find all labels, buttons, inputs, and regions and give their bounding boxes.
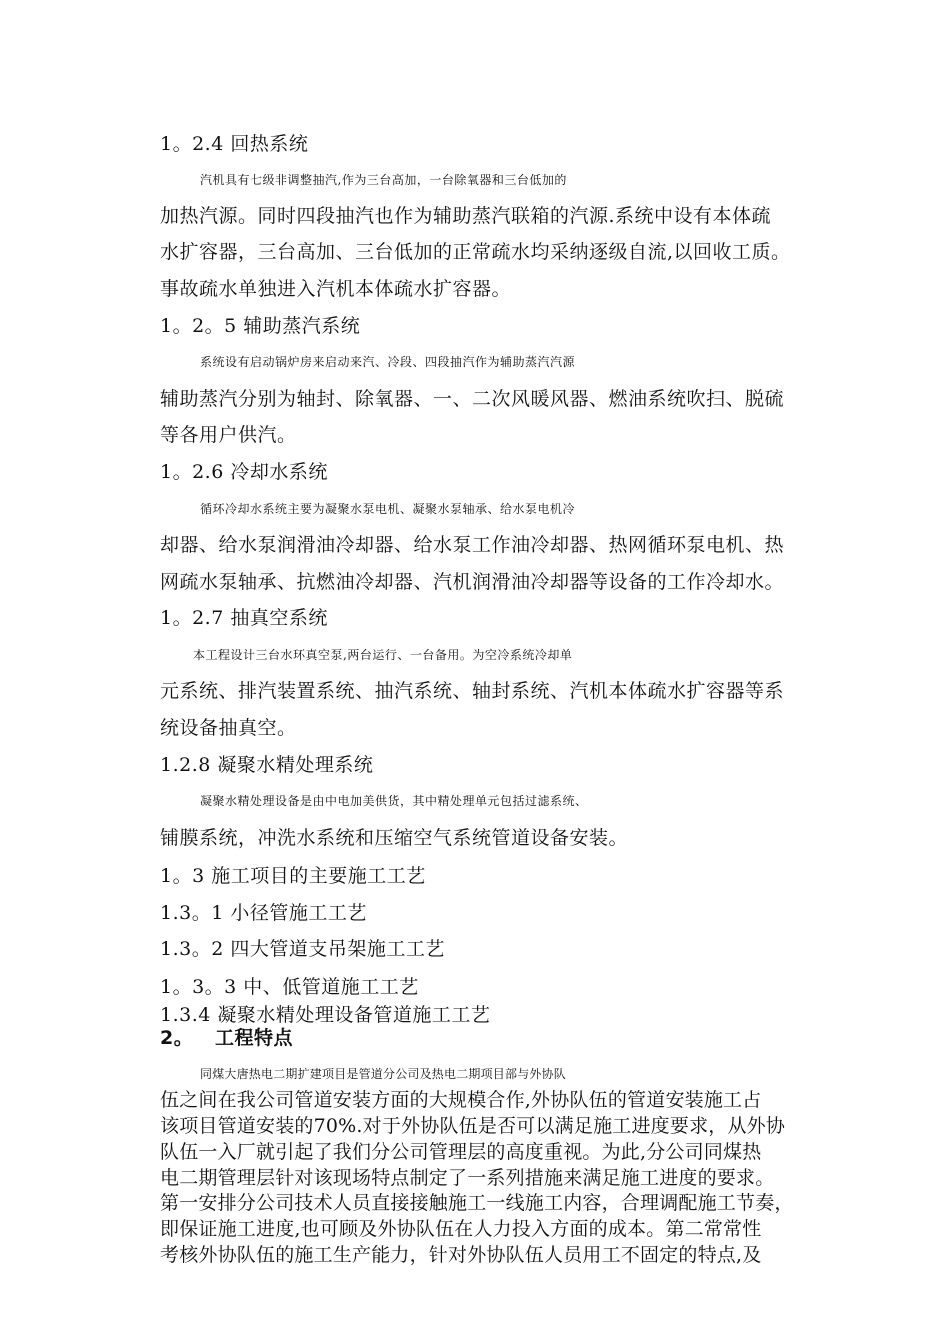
paragraph-line: 即保证施工进度,也可顾及外协队伍在人力投入方面的成本。第二常常性 [160, 1218, 762, 1240]
paragraph-line: 元系统、排汽装置系统、抽汽系统、轴封系统、汽机本体疏水扩容器等系 [160, 680, 785, 702]
section-2-title: 工程特点 [215, 1027, 294, 1049]
paragraph-line: 循环冷却水系统主要为凝聚水泵电机、凝聚水泵轴承、给水泵电机冷 [200, 502, 576, 516]
paragraph-line: 队伍一入厂就引起了我们分公司管理层的高度重视。为此,分公司同煤热 [160, 1141, 762, 1163]
section-heading-1-2-6: 1。2.6 冷却水系统 [160, 461, 328, 483]
section-heading-1-2-4: 1。2.4 回热系统 [160, 133, 309, 155]
paragraph-line: 事故疏水单独进入汽机本体疏水扩容器。 [160, 278, 512, 300]
subheading-1-3: 1。3 施工项目的主要施工工艺 [160, 865, 426, 887]
paragraph-line: 凝聚水精处理设备是由中电加美供货，其中精处理单元包括过滤系统、 [200, 794, 588, 808]
paragraph-line: 汽机具有七级非调整抽汽,作为三台高加，一台除氧器和三台低加的 [200, 173, 567, 187]
paragraph-line: 系统设有启动锅炉房来启动来汽、冷段、四段抽汽作为辅助蒸汽汽源 [200, 355, 576, 369]
paragraph-line: 统设备抽真空。 [160, 717, 297, 739]
section-2-number: 2。 [160, 1027, 194, 1049]
paragraph-line: 考核外协队伍的施工生产能力，针对外协队伍人员用工不固定的特点,及 [160, 1244, 762, 1266]
paragraph-line: 却器、给水泵润滑油冷却器、给水泵工作油冷却器、热网循环泵电机、热 [160, 534, 785, 556]
paragraph-line: 该项目管道安装的70%.对于外协队伍是否可以满足施工进度要求，从外协 [160, 1115, 786, 1137]
paragraph-line: 辅助蒸汽分别为轴封、除氧器、一、二次风暖风器、燃油系统吹扫、脱硫 [160, 388, 785, 410]
paragraph-line: 铺膜系统，冲洗水系统和压缩空气系统管道设备安装。 [160, 827, 629, 849]
subheading-1-3-1: 1.3。1 小径管施工工艺 [160, 902, 367, 924]
paragraph-line: 电二期管理层针对该现场特点制定了一系列措施来满足施工进度的要求。 [160, 1167, 775, 1189]
section-heading-1-2-8: 1.2.8 凝聚水精处理系统 [160, 754, 374, 776]
paragraph-line: 第一安排分公司技术人员直接接触施工一线施工内容，合理调配施工节奏， [160, 1192, 794, 1214]
subheading-1-3-4: 1.3.4 凝聚水精处理设备管道施工工艺 [160, 1004, 491, 1026]
paragraph-line: 加热汽源。同时四段抽汽也作为辅助蒸汽联箱的汽源.系统中设有本体疏 [160, 205, 772, 227]
subheading-1-3-3: 1。3。3 中、低管道施工工艺 [160, 976, 419, 998]
paragraph-line: 同煤大唐热电二期扩建项目是管道分公司及热电二期项目部与外协队 [200, 1067, 567, 1081]
paragraph-line: 网疏水泵轴承、抗燃油冷却器、汽机润滑油冷却器等设备的工作冷却水。 [160, 571, 785, 593]
paragraph-line: 本工程设计三台水环真空泵,两台运行、一台备用。为空冷系统冷却单 [193, 648, 573, 662]
paragraph-line: 等各用户供汽。 [160, 424, 297, 446]
section-heading-1-2-5: 1。2。5 辅助蒸汽系统 [160, 315, 361, 337]
subheading-1-3-2: 1.3。2 四大管道支吊架施工工艺 [160, 938, 445, 960]
paragraph-line: 伍之间在我公司管道安装方面的大规模合作,外协队伍的管道安装施工占 [160, 1089, 762, 1111]
section-heading-1-2-7: 1。2.7 抽真空系统 [160, 607, 328, 629]
section-2-heading [160, 1026, 900, 1050]
paragraph-line: 水扩容器，三台高加、三台低加的正常疏水均采纳逐级自流,以回收工质。 [160, 241, 791, 263]
